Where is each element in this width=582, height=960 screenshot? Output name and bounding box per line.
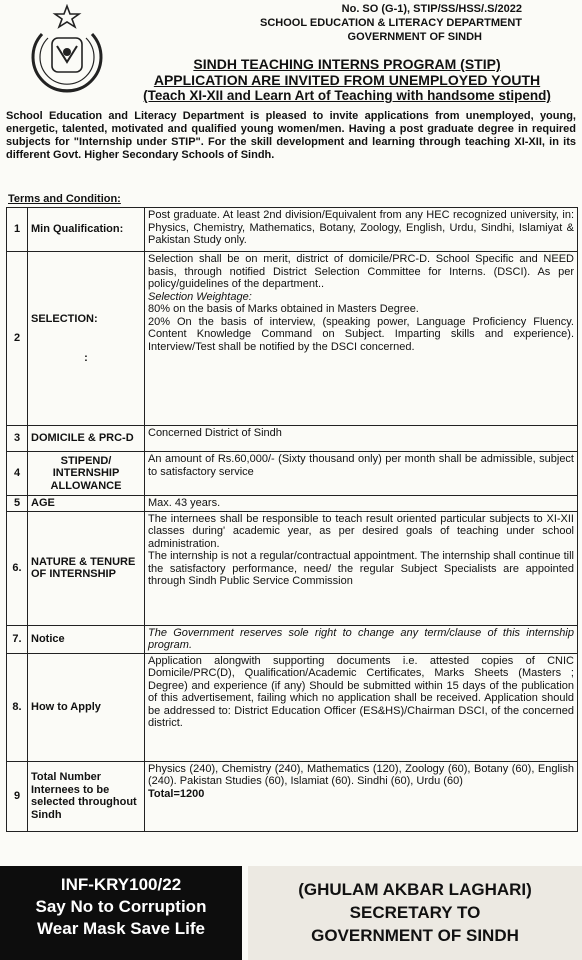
table-row (7, 496, 578, 512)
table-row (7, 625, 578, 653)
row-label: Total Number Internees to be selected throughout Sindh (28, 761, 145, 831)
table-row (7, 208, 578, 252)
intro-paragraph: School Education and Literacy Department is pleased to invite applications from unemployed, young, energetic, talented, motivated and qualified young women/men. Having a post graduate degree in required subjects for "Internship under STIP". For the skill development and learning through teaching XI-XII, in its different Govt. Higher Secondary Schools of Sindh. (6, 110, 576, 161)
inf-code: INF-KRY100/22 (60, 875, 182, 894)
advert-titles (118, 56, 576, 104)
tagline: (Teach XI-XII and Learn Art of Teaching with handsome stipend) (143, 88, 551, 103)
row-number: 2 (7, 252, 28, 426)
row-number: 7. (7, 625, 28, 653)
row-text (145, 511, 578, 625)
row-label: NATURE & TENURE OF INTERNSHIP (28, 511, 145, 625)
selection-label: SELECTION: (31, 313, 98, 325)
row-text: Concerned District of Sindh (145, 426, 578, 452)
terms-table (6, 207, 578, 832)
row-label: AGE (28, 496, 145, 512)
row-text: The Government reserves sole right to change any term/clause of this internship program. (145, 625, 578, 653)
row-label: DOMICILE & PRC-D (28, 426, 145, 452)
row-number: 8. (7, 653, 28, 761)
table-row (7, 252, 578, 426)
row-text: Application alongwith supporting documents i.e. attested copies of CNIC Domicile/PRC(D), Qualification/Academic Certificates, Marks Sheets (Masters ; Degree) and experience (if any) Should be submitted within 15 days of the publication of this advertisement, failing which no application shall be received. Application should be addressed to: District Education Officer (ES&HS)/Chairman DSCI, of the concerned district. (145, 653, 578, 761)
government-name: GOVERNMENT OF SINDH (347, 31, 482, 43)
row-label: How to Apply (28, 653, 145, 761)
row-text (145, 252, 578, 426)
government-seal-logo (24, 4, 110, 100)
row-number: 4 (7, 452, 28, 496)
department-name: SCHOOL EDUCATION & LITERACY DEPARTMENT (260, 17, 522, 29)
selection-text: Selection shall be on merit, district of domicile/PRC-D. School Specific and NEED basis, through notified District Selection Committee for Interns. (DSCI). As per policy/guidelines of the department.. (148, 253, 574, 290)
table-row (7, 452, 578, 496)
reference-number: No. SO (G-1), STIP/SS/HSS/.S/2022 (341, 3, 522, 15)
table-row (7, 653, 578, 761)
row-label: Notice (28, 625, 145, 653)
row-text: Max. 43 years. (145, 496, 578, 512)
selection-colon-mark: : (84, 351, 88, 364)
row-text: Post graduate. At least 2nd division/Equivalent from any HEC recognized university, in: Physics, Chemistry, Mathematics, Botany, Zoology, English, Urdu, Sindhi, Islamiyat & Pakistan Study only. (145, 208, 578, 252)
row-text: An amount of Rs.60,000/- (Sixty thousand only) per month shall be admissible, subject to satisfactory service (145, 452, 578, 496)
weightage-line-2: 20% On the basis of interview, (speaking power, Language Proficiency Fluency. Content Knowledge Command on Subject. Imparting skills and experience). Interview/Test shall be notified by the DSCI concerned. (148, 315, 574, 353)
signature-block (248, 866, 582, 960)
row-label (28, 252, 145, 426)
nature-text-1: The internees shall be responsible to teach result oriented particular subjects to XI-XII classes during' academic year, as per desired goals of teaching under school administration. (148, 512, 574, 550)
signatory-govt: GOVERNMENT OF SINDH (311, 926, 519, 945)
row-label: Min Qualification: (28, 208, 145, 252)
invite-title: APPLICATION ARE INVITED FROM UNEMPLOYED YOUTH (153, 72, 541, 88)
program-title: SINDH TEACHING INTERNS PROGRAM (STIP) (193, 56, 501, 72)
signatory-title: SECRETARY TO (349, 903, 481, 922)
nature-text-2: The internship is not a regular/contractual appointment. The internship shall continue till the satisfactory performance, need/ the regular Subject Specialists are appointed through Sindh Public Service Commission (148, 550, 574, 587)
weightage-line-1: 80% on the basis of Marks obtained in Masters Degree. (148, 303, 419, 315)
header-block (260, 2, 522, 44)
signatory-name: (GHULAM AKBAR LAGHARI) (298, 880, 532, 899)
table-row (7, 761, 578, 831)
terms-heading: Terms and Condition: (8, 193, 121, 205)
slogan-mask: Wear Mask Save Life (37, 919, 205, 938)
row-number: 6. (7, 511, 28, 625)
row-number: 9 (7, 761, 28, 831)
table-row (7, 426, 578, 452)
row-number: 5 (7, 496, 28, 512)
slogan-corruption: Say No to Corruption (35, 897, 207, 916)
subject-counts: Physics (240), Chemistry (240), Mathematics (120), Zoology (60), Botany (60), English (240). Pakistan Studies (60), Islamiat (60). Sindhi (60), Urdu (60) (148, 762, 574, 787)
table-row (7, 511, 578, 625)
total-count: Total=1200 (148, 787, 205, 800)
row-text (145, 761, 578, 831)
footer-slogan-box (0, 866, 242, 960)
row-number: 1 (7, 208, 28, 252)
weightage-label: Selection Weightage: (148, 290, 252, 303)
row-number: 3 (7, 426, 28, 452)
row-label: STIPEND/ INTERNSHIP ALLOWANCE (28, 452, 145, 496)
